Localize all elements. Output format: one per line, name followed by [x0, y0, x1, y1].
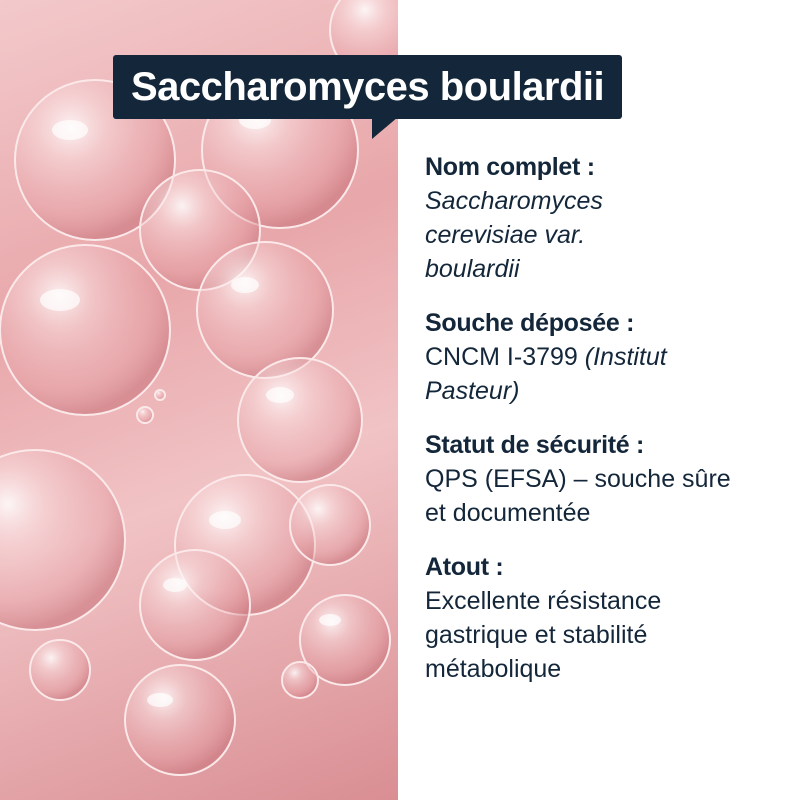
- page-title: Saccharomyces boulardii: [131, 64, 605, 109]
- bubbles-icon: [0, 0, 398, 800]
- section-label: Atout :: [425, 553, 504, 581]
- bubbles-image-panel: [0, 0, 398, 800]
- section-label: Nom complet :: [425, 153, 595, 181]
- section-advantage: [425, 550, 785, 686]
- section-value: CNCM I-3799 (Institut: [425, 343, 667, 371]
- section-full-name: [425, 150, 785, 286]
- section-value: Pasteur): [425, 377, 520, 405]
- section-label: Souche déposée :: [425, 309, 635, 337]
- section-strain: [425, 306, 785, 408]
- section-label: Statut de sécurité :: [425, 431, 645, 459]
- section-value: Saccharomyces: [425, 187, 603, 215]
- section-value: métabolique: [425, 655, 562, 683]
- title-banner: [113, 55, 622, 119]
- info-panel: [425, 150, 785, 706]
- section-value: boulardii: [425, 255, 520, 283]
- section-value: et documentée: [425, 499, 591, 527]
- section-value: gastrique et stabilité: [425, 621, 648, 649]
- section-value: Excellente résistance: [425, 587, 662, 615]
- title-banner-tail: [372, 117, 398, 139]
- section-value: cerevisiae var.: [425, 221, 586, 249]
- section-safety-status: [425, 428, 785, 530]
- section-value: QPS (EFSA) – souche sûre: [425, 465, 731, 493]
